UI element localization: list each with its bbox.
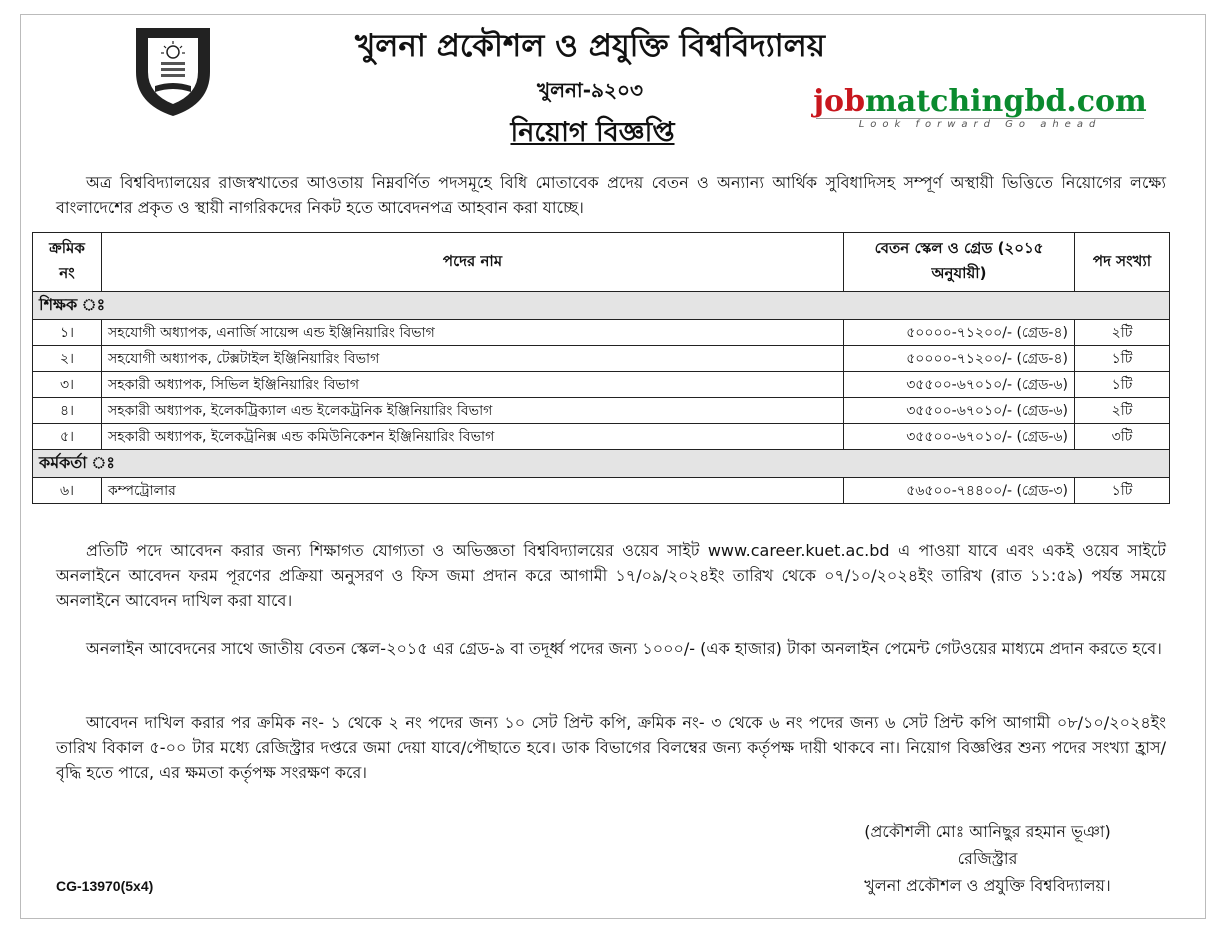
row-scale: ৫০০০০-৭১২০০/- (গ্রেড-৪) <box>844 346 1075 372</box>
table-row <box>33 424 1170 450</box>
watermark-brand: jobmatchingbd.com <box>813 84 1147 119</box>
row-scale: ৫০০০০-৭১২০০/- (গ্রেড-৪) <box>844 320 1075 346</box>
row-position: সহযোগী অধ্যাপক, এনার্জি সায়েন্স এন্ড ইঞ্জিনিয়ারিং বিভাগ <box>102 320 844 346</box>
watermark-tagline: Look forward Go ahead <box>816 118 1144 131</box>
section-row-teacher <box>33 292 1170 320</box>
table-row <box>33 398 1170 424</box>
section-teacher-label: শিক্ষক ঃ <box>33 292 1170 320</box>
university-logo <box>128 22 218 118</box>
application-paragraph: প্রতিটি পদে আবেদন করার জন্য শিক্ষাগত যোগ্যতা ও অভিজ্ঞতা বিশ্ববিদ্যালয়ের ওয়েব সাইট www.career.kuet.ac.bd এ পাওয়া যাবে এবং একই ওয়েব সাইটে অনলাইনে আবেদন ফরম পূরণের প্রক্রিয়া অনুসরণ ও ফিস জমা প্রদান করে আগামী ১৭/০৯/২০২৪ইং তারিখ থেকে ০৭/১০/২০২৪ইং তারিখ (রাত ১১:৫৯) পর্যন্ত সময়ে অনলাইনে আবেদন দাখিল করা যাবে। <box>56 541 1166 610</box>
row-count: ১টি <box>1075 478 1170 504</box>
signatory-name: (প্রকৌশলী মোঃ আনিছুর রহমান ভূঞা) <box>864 822 1111 841</box>
col-scale: বেতন স্কেল ও গ্রেড (২০১৫ অনুযায়ী) <box>844 233 1075 292</box>
row-position: সহযোগী অধ্যাপক, টেক্সটাইল ইঞ্জিনিয়ারিং বিভাগ <box>102 346 844 372</box>
row-serial: ৪। <box>33 398 102 424</box>
row-position: কম্পট্রোলার <box>102 478 844 504</box>
row-serial: ৫। <box>33 424 102 450</box>
row-position: সহকারী অধ্যাপক, সিভিল ইঞ্জিনিয়ারিং বিভাগ <box>102 372 844 398</box>
university-city: খুলনা-৯২০৩ <box>536 78 644 102</box>
row-serial: ২। <box>33 346 102 372</box>
row-count: ৩টি <box>1075 424 1170 450</box>
fee-paragraph: অনলাইন আবেদনের সাথে জাতীয় বেতন স্কেল-২০১৫ এর গ্রেড-৯ বা তদূর্ধ্ব পদের জন্য ১০০০/- (এক হাজার) টাকা অনলাইন পেমেন্ট গেটওয়ের মাধ্যমে প্রদান করতে হবে। <box>86 639 1162 658</box>
row-count: ২টি <box>1075 320 1170 346</box>
row-count: ১টি <box>1075 346 1170 372</box>
row-serial: ৬। <box>33 478 102 504</box>
signature-block <box>800 818 1175 899</box>
col-serial: ক্রমিক নং <box>33 233 102 292</box>
table-row <box>33 320 1170 346</box>
col-position: পদের নাম <box>102 233 844 292</box>
intro-paragraph: অত্র বিশ্ববিদ্যালয়ের রাজস্বখাতের আওতায় নিম্নবর্ণিত পদসমূহে বিধি মোতাবেক প্রদেয় বেতন ও অন্যান্য আর্থিক সুবিধাদিসহ সম্পূর্ণ অস্থায়ী ভিত্তিতে নিয়োগের লক্ষ্যে বাংলাদেশের প্রকৃত ও স্থায়ী নাগরিকদের নিকট হতে আবেদনপত্র আহবান করা যাচ্ছে। <box>56 173 1166 217</box>
section-row-officer <box>33 450 1170 478</box>
watermark <box>800 86 1160 131</box>
row-scale: ৩৫৫০০-৬৭০১০/- (গ্রেড-৬) <box>844 398 1075 424</box>
col-count: পদ সংখ্যা <box>1075 233 1170 292</box>
university-name: খুলনা প্রকৌশল ও প্রযুক্তি বিশ্ববিদ্যালয় <box>354 28 826 64</box>
notice-title: নিয়োগ বিজ্ঞপ্তি <box>510 117 675 148</box>
signatory-designation: রেজিস্ট্রার <box>957 849 1018 868</box>
row-position: সহকারী অধ্যাপক, ইলেকট্রিক্যাল এন্ড ইলেকট্রনিক ইঞ্জিনিয়ারিং বিভাগ <box>102 398 844 424</box>
table-header-row <box>33 233 1170 292</box>
circular-code: CG-13970(5x4) <box>56 878 154 894</box>
row-serial: ১। <box>33 320 102 346</box>
table-row <box>33 346 1170 372</box>
section-officer-label: কর্মকর্তা ঃ <box>33 450 1170 478</box>
row-count: ২টি <box>1075 398 1170 424</box>
row-scale: ৩৫৫০০-৬৭০১০/- (গ্রেড-৬) <box>844 424 1075 450</box>
table-row <box>33 478 1170 504</box>
signatory-institution: খুলনা প্রকৌশল ও প্রযুক্তি বিশ্ববিদ্যালয়। <box>864 876 1111 895</box>
row-count: ১টি <box>1075 372 1170 398</box>
submission-paragraph: আবেদন দাখিল করার পর ক্রমিক নং- ১ থেকে ২ নং পদের জন্য ১০ সেট প্রিন্ট কপি, ক্রমিক নং- ৩ থেকে ৬ নং পদের জন্য ৬ সেট প্রিন্ট কপি আগামী ০৮/১০/২০২৪ইং তারিখ বিকাল ৫-০০ টার মধ্যে রেজিস্ট্রার দপ্তরে জমা দেয়া যাবে/পৌছাতে হবে। ডাক বিভাগের বিলম্বের জন্য কর্তৃপক্ষ দায়ী থাকবে না। নিয়োগ বিজ্ঞপ্তির শুন্য পদের সংখ্যা হ্রাস/বৃদ্ধি হতে পারে, এর ক্ষমতা কর্তৃপক্ষ সংরক্ষণ করে। <box>56 713 1166 782</box>
table-row <box>33 372 1170 398</box>
row-serial: ৩। <box>33 372 102 398</box>
row-position: সহকারী অধ্যাপক, ইলেকট্রনিক্স এন্ড কমিউনিকেশন ইঞ্জিনিয়ারিং বিভাগ <box>102 424 844 450</box>
row-scale: ৫৬৫০০-৭৪৪০০/- (গ্রেড-৩) <box>844 478 1075 504</box>
row-scale: ৩৫৫০০-৬৭০১০/- (গ্রেড-৬) <box>844 372 1075 398</box>
positions-table <box>32 232 1170 504</box>
